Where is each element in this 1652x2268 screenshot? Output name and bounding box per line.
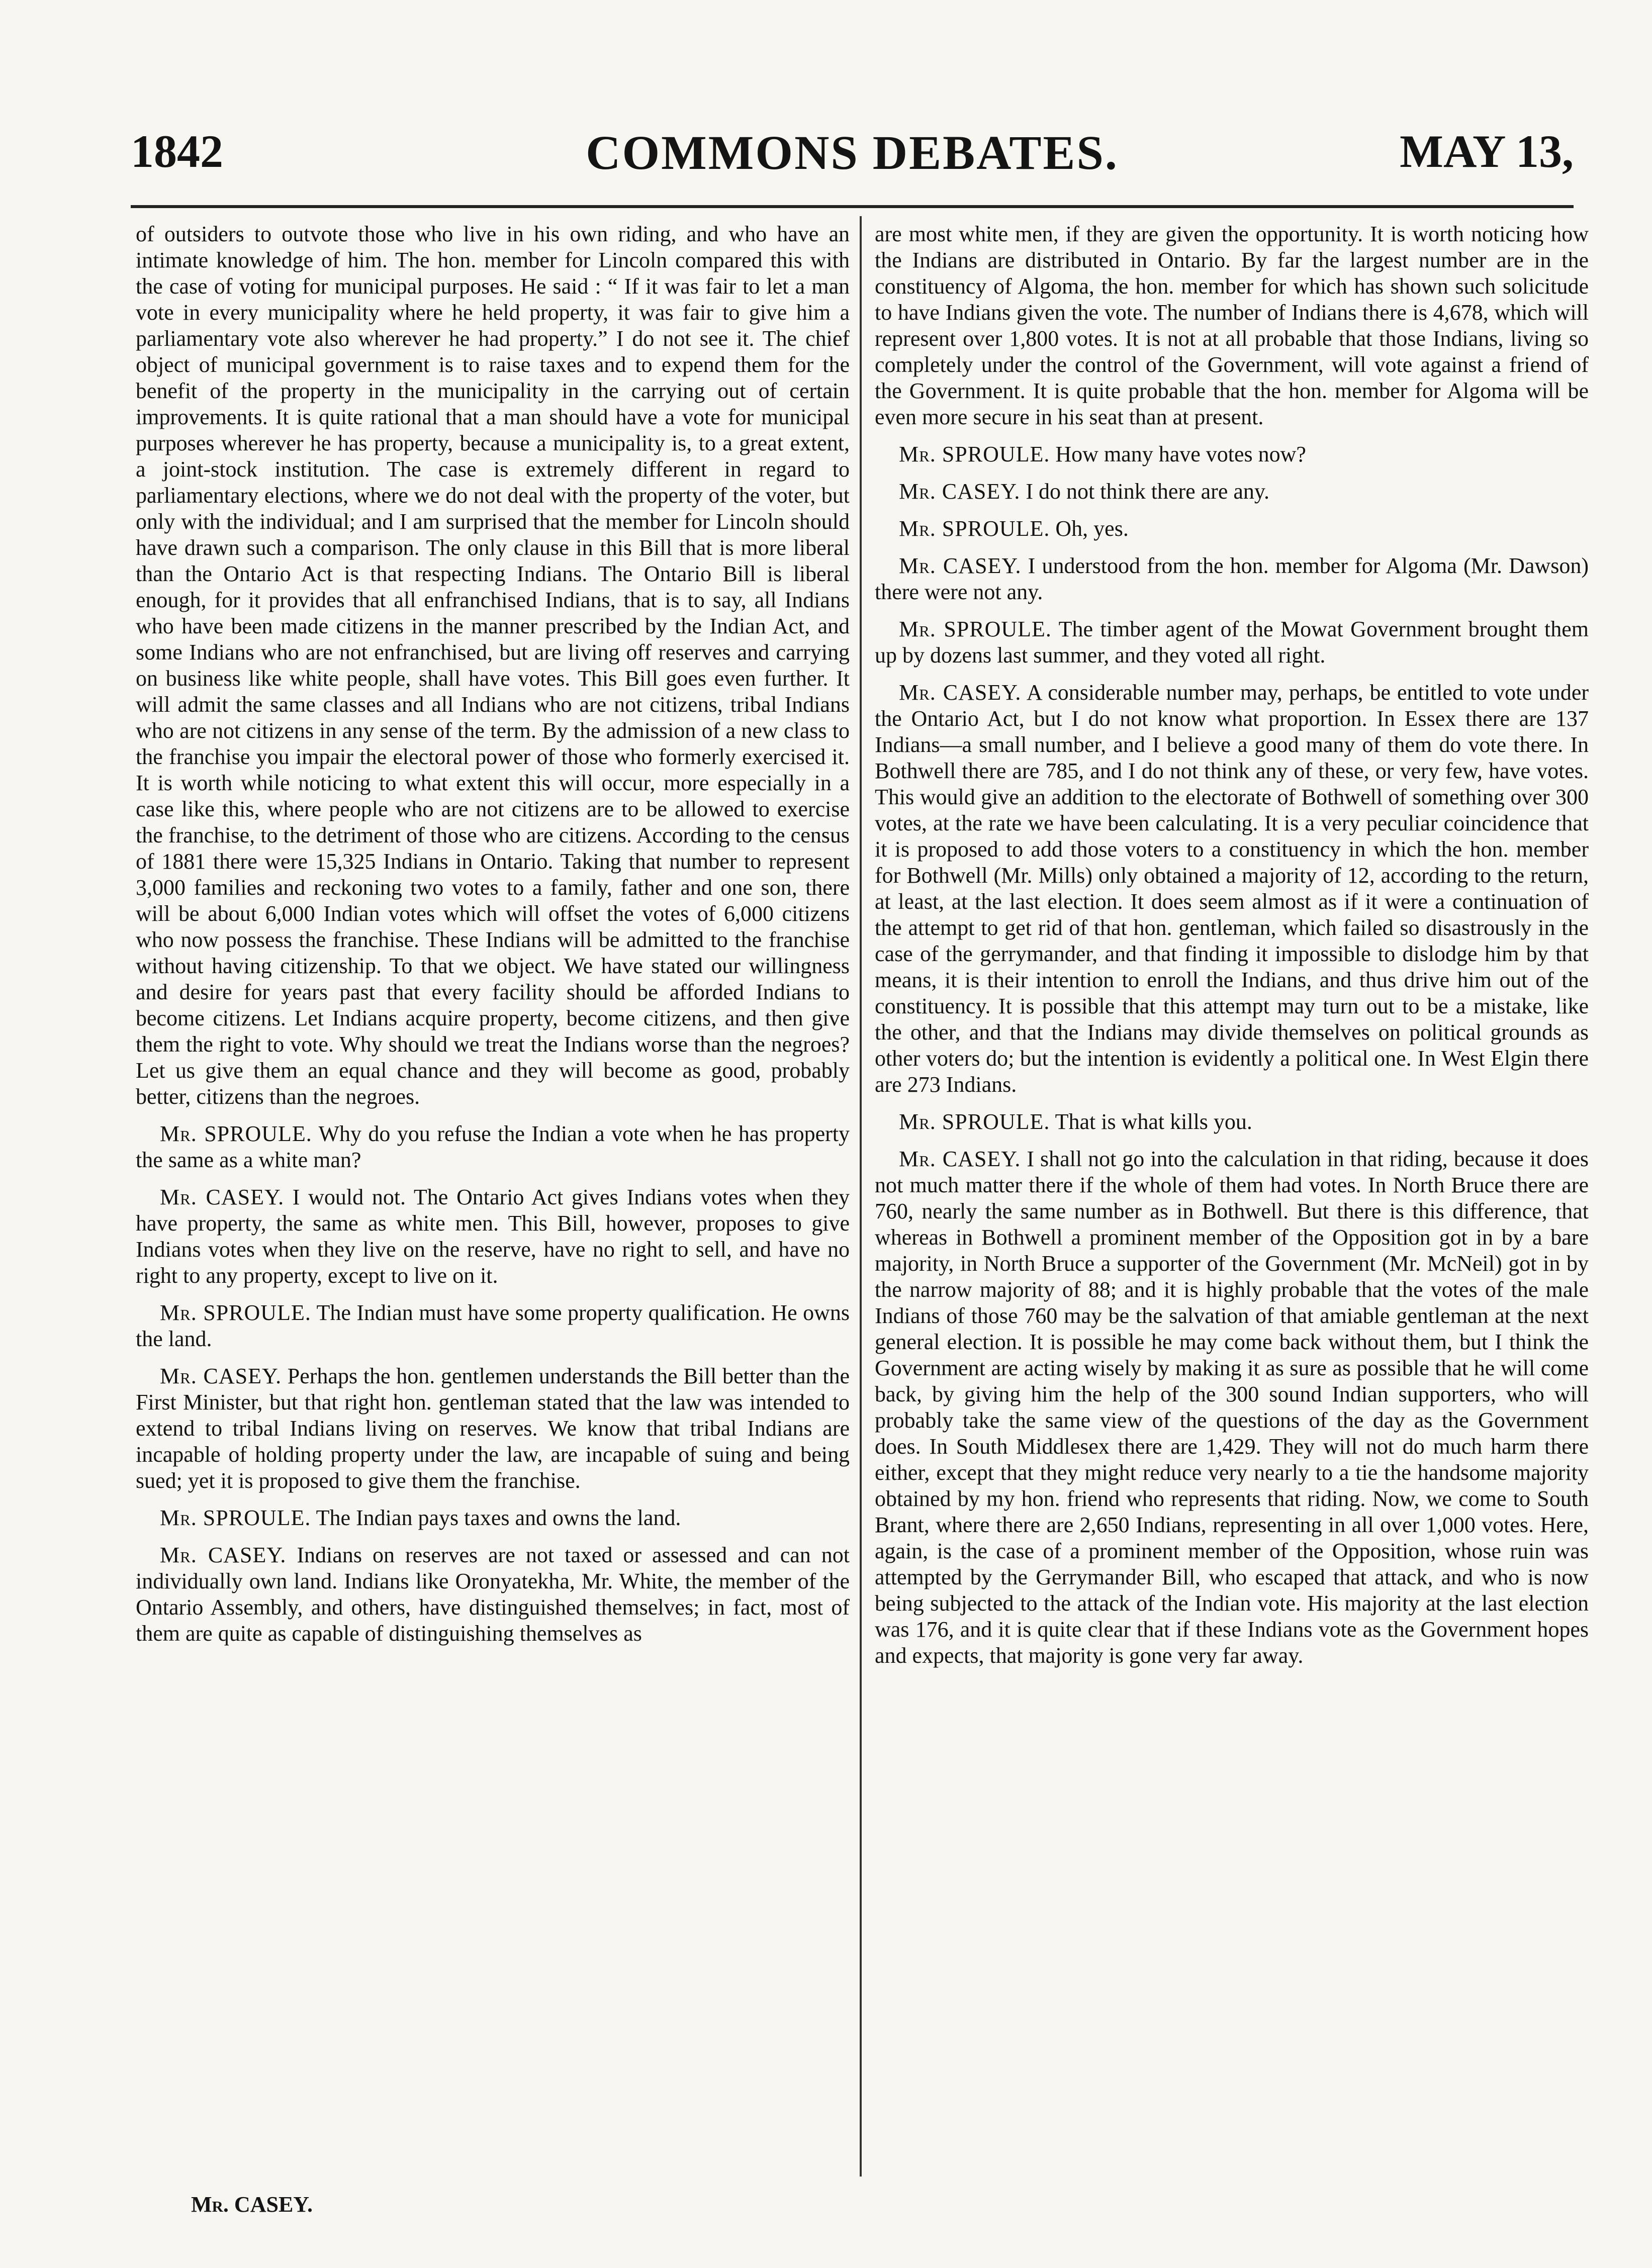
paragraph xyxy=(875,680,1589,1098)
page-date: MAY 13, xyxy=(1400,126,1574,177)
paragraph xyxy=(875,221,1589,430)
paragraph xyxy=(875,1146,1589,1669)
paragraph-text: I shall not go into the calculation in that riding, because it does not much matter there if the whole of them had votes. In North Bruce there are 760, nearly the same number as in Bothwell. But there is this difference, that whereas in Bothwell a prominent member of the Opposition got in by a bare majority, in North Bruce a supporter of the Government (Mr. McNeil) got in by the narrow majority of 88; and it is highly probable that the votes of the male Indians of those 760 may be the salvation of that amiable gentleman at the next general election. It is possible he may come back without them, but I think the Government are acting wisely by making it as sure as possible that he will come back, by giving him the help of the 300 sound Indian supporters, who will probably take the same view of the questions of the day as the Government does. In South Middlesex there are 1,429. They will not do much harm there either, except that they might reduce very nearly to a tie the handsome majority obtained by my hon. friend who represents that riding. Now, we come to South Brant, where there are 2,650 Indians, representing in all over 1,000 votes. Here, again, is the case of a prominent member of the Opposition, whose ruin was attempted by the Gerrymander Bill, who escaped that attack, and who is now being subjected to the attack of the Indian vote. His majority at the last election was 176, and it is quite clear that if these Indians vote as the Government hopes and expects, that majority is gone very far away. xyxy=(875,1147,1589,1668)
paragraph-text: The timber agent of the Mowat Government brought them up by dozens last summer, and they voted all right. xyxy=(875,617,1589,668)
page-title: COMMONS DEBATES. xyxy=(586,126,1119,179)
paragraph xyxy=(136,1184,850,1289)
paragraph xyxy=(875,441,1589,467)
right-column xyxy=(875,221,1589,1680)
speaker-name: Mr. SPROULE. xyxy=(160,1121,312,1146)
paragraph xyxy=(136,1121,850,1173)
speaker-name: Mr. CASEY. xyxy=(160,1364,282,1388)
paragraph-text: Perhaps the hon. gentlemen understands the Bill better than the First Minister, but that right hon. gentleman stated that the law was intended to extend to tribal Indians living on reserves. We know that tribal Indians are incapable of holding property under the law, are incapable of suing and being sued; yet it is proposed to give them the franchise. xyxy=(136,1364,850,1493)
paragraph-text: I understood from the hon. member for Algoma (Mr. Dawson) there were not any. xyxy=(875,553,1589,604)
paragraph xyxy=(875,1109,1589,1135)
paragraph xyxy=(136,1505,850,1531)
speaker-name: Mr. CASEY. xyxy=(899,479,1021,504)
paragraph-text: of outsiders to outvote those who live in his own riding, and who have an intimate knowledge of him. The hon. member for Lincoln compared this with the case of voting for municipal purposes. He said : “ If it was fair to let a man vote in every municipality where he held property, it was fair to give him a parliamentary vote also wherever he had property.” I do not see it. The chief object of municipal government is to raise taxes and to expend them for the benefit of the property in the municipality in the carrying out of certain improvements. It is quite rational that a man should have a vote for municipal purposes wherever he has property, because a municipality is, to a great extent, a joint-stock institution. The case is extremely different in regard to parliamentary elections, where we do not deal with the property of the voter, but only with the individual; and I am surprised that the member for Lincoln should have drawn such a comparison. The only clause in this Bill that is more liberal than the Ontario Act is that respecting Indians. The Ontario Bill is liberal enough, for it provides that all enfranchised Indians, that is to say, all Indians who have been made citizens in the manner prescribed by the Indian Act, and some Indians who are not enfranchised, but are living off reserves and carrying on business like white people, shall have votes. This Bill goes even further. It will admit the same classes and all Indians who are not citizens, tribal Indians who are not citizens in any sense of the term. By the admission of a new class to the franchise you impair the electoral power of those who formerly exercised it. It is worth while noticing to what extent this will occur, more especially in a case like this, where people who are not citizens are to be allowed to exercise the franchise, to the detriment of those who are citizens. According to the census of 1881 there were 15,325 Indians in Ontario. Taking that number to represent 3,000 families and reckoning two votes to a family, father and one son, there will be about 6,000 Indian votes which will offset the votes of 6,000 citizens who now possess the franchise. These Indians will be admitted to the franchise without having citizenship. To that we object. We have stated our willingness and desire for years past that every facility should be afforded Indians to become citizens. Let Indians acquire property, become citizens, and then give them the right to vote. Why should we treat the Indians worse than the negroes? Let us give them an equal chance and they will become as good, probably better, citizens than the negroes. xyxy=(136,222,850,1109)
header-rule xyxy=(131,205,1574,208)
speaker-name: Mr. SPROULE. xyxy=(899,617,1052,641)
speaker-name: Mr. CASEY. xyxy=(160,1185,285,1209)
paragraph xyxy=(875,553,1589,605)
paragraph-text: Oh, yes. xyxy=(1055,516,1129,541)
page-number: 1842 xyxy=(131,126,223,177)
paragraph-text: The Indian must have some property qualification. He owns the land. xyxy=(136,1300,850,1351)
left-column xyxy=(136,221,850,1658)
speaker-name: Mr. CASEY. xyxy=(899,680,1022,705)
speaker-name: Mr. CASEY. xyxy=(160,1543,287,1567)
paragraph-text: How many have votes now? xyxy=(1055,442,1306,466)
paragraph xyxy=(136,1300,850,1352)
page-header xyxy=(131,125,1574,190)
speaker-name: Mr. CASEY. xyxy=(899,1147,1021,1171)
paragraph xyxy=(875,479,1589,505)
paragraph-text: Indians on reserves are not taxed or assessed and can not individually own land. Indians like Oronyatekha, Mr. White, the member of the Ontario Assembly, and others, have distinguished themselves; in fact, most of them are quite as capable of distinguishing themselves as xyxy=(136,1543,850,1646)
paragraph xyxy=(136,1363,850,1494)
speaker-name: Mr. SPROULE. xyxy=(899,1109,1050,1134)
speaker-name: Mr. SPROULE. xyxy=(160,1505,311,1530)
paragraph-text: The Indian pays taxes and owns the land. xyxy=(316,1505,681,1530)
paragraph-text: A considerable number may, perhaps, be entitled to vote under the Ontario Act, but I do not know what proportion. In Essex there are 137 Indians—a small number, and I believe a good many of them do vote there. In Bothwell there are 785, and I do not think any of these, or very few, have votes. This would give an addition to the electorate of Bothwell of something over 300 votes, at the rate we have been calculating. It is a very peculiar coincidence that it is proposed to add those voters to a constituency in which the hon. member for Bothwell (Mr. Mills) only obtained a majority of 12, according to the return, at least, at the last election. It does seem almost as if it were a continuation of the attempt to get rid of that hon. gentleman, which failed so disastrously in the case of the gerrymander, and that finding it impossible to dislodge him by that means, it is their intention to enroll the Indians, and thus drive him out of the constituency. It is possible that this attempt may turn out to be a mistake, like the other, and that the Indians may divide themselves on political grounds as other voters do; but the intention is evidently a political one. In West Elgin there are 273 Indians. xyxy=(875,680,1589,1097)
paragraph xyxy=(875,616,1589,669)
speaker-name: Mr. CASEY. xyxy=(899,553,1022,578)
paragraph-text: Why do you refuse the Indian a vote when he has property the same as a white man? xyxy=(136,1121,850,1172)
speaker-name: Mr. SPROULE. xyxy=(899,442,1050,466)
paragraph-text: That is what kills you. xyxy=(1055,1109,1252,1134)
paragraph xyxy=(875,516,1589,542)
paragraph-text: I would not. The Ontario Act gives Indians votes when they have property, the same as white men. This Bill, however, proposes to give Indians votes when they live on the reserve, have no right to sell, and have no right to any property, except to live on it. xyxy=(136,1185,850,1288)
paragraph-text: I do not think there are any. xyxy=(1026,479,1270,504)
column-divider xyxy=(860,216,862,2177)
speaker-name: Mr. SPROULE. xyxy=(160,1300,311,1325)
paragraph-text: are most white men, if they are given the opportunity. It is worth noticing how the Indians are distributed in Ontario. By far the largest number are in the constituency of Algoma, the hon. member for which has shown such solicitude to have Indians given the vote. The number of Indians there is 4,678, which will represent over 1,800 votes. It is not at all probable that those Indians, living so completely under the control of the Government, will vote against a friend of the Government. It is quite probable that the hon. member for Algoma will be even more secure in his seat than at present. xyxy=(875,222,1589,429)
paragraph xyxy=(136,1542,850,1647)
running-footer-name: Mr. CASEY. xyxy=(191,2192,313,2217)
speaker-name: Mr. SPROULE. xyxy=(899,516,1050,541)
paragraph xyxy=(136,221,850,1110)
